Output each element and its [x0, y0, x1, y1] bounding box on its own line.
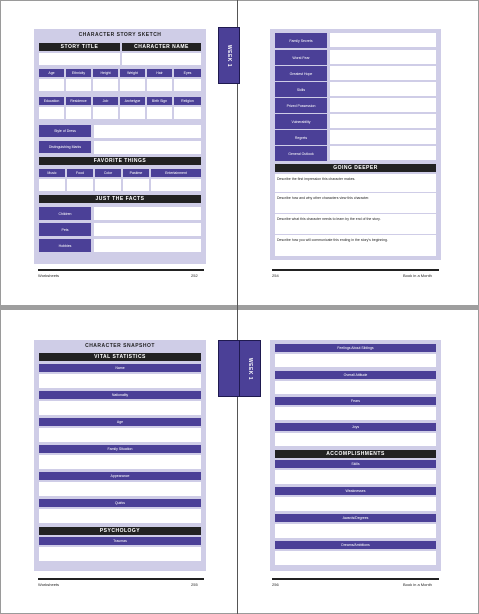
page-number: 252 [191, 273, 198, 278]
footer-section: Worksheets [38, 582, 60, 587]
food-field[interactable] [67, 179, 93, 191]
children-field[interactable] [94, 207, 201, 220]
psychology-header: PSYCHOLOGY [39, 527, 201, 535]
worksheet-panel [34, 340, 206, 571]
vulnerability-field[interactable] [330, 114, 436, 128]
footer-rule [272, 578, 439, 580]
education-field[interactable] [39, 107, 64, 119]
greatest-hope-field[interactable] [330, 66, 436, 80]
label-regrets: Regrets [275, 130, 327, 145]
label-style-of-dress: Style of Dress [39, 125, 91, 137]
week-tab: WEEK 1 [218, 27, 240, 84]
pets-field[interactable] [94, 223, 201, 236]
prompt-first-impression[interactable]: Describe the first impression this character makes. [275, 174, 436, 192]
eyes-field[interactable] [174, 79, 201, 91]
worksheet-panel [270, 29, 441, 260]
label-feelings-about-siblings: Feelings About Siblings [275, 344, 436, 352]
label-family-secrets: Family Secrets [275, 33, 327, 48]
label-pets: Pets [39, 223, 91, 236]
prompt-needs-to-learn[interactable]: Describe what this character needs to learn by the end of the story. [275, 214, 436, 234]
residence-field[interactable] [66, 107, 91, 119]
label-nationality: Nationality [39, 391, 201, 399]
label-worst-fear: Worst Fear [275, 50, 327, 65]
label-vulnerability: Vulnerability [275, 114, 327, 129]
skills-field[interactable] [275, 470, 436, 484]
label-archetype: Archetype [120, 97, 145, 105]
footer-book-title: Book in a Month [403, 582, 432, 587]
label-distinguishing-marks: Distinguishing Marks [39, 141, 91, 153]
worksheet-title: CHARACTER SNAPSHOT [85, 343, 155, 349]
label-dreams-ambitions: Dreams/Ambitions [275, 541, 436, 549]
footer-rule [38, 578, 204, 580]
religion-field[interactable] [174, 107, 201, 119]
vital-statistics-header: VITAL STATISTICS [39, 353, 201, 361]
page-number: 255 [191, 582, 198, 587]
worst-fear-field[interactable] [330, 50, 436, 64]
joys-field[interactable] [275, 433, 436, 446]
pastime-field[interactable] [123, 179, 149, 191]
fears-field[interactable] [275, 407, 436, 420]
page-number: 256 [272, 582, 279, 587]
going-deeper-header: GOING DEEPER [275, 164, 436, 172]
worksheet-panel [270, 340, 441, 571]
label-height: Height [93, 69, 118, 77]
name-field[interactable] [39, 374, 201, 388]
label-birth-sign: Birth Sign [147, 97, 172, 105]
hobbies-field[interactable] [94, 239, 201, 252]
appearance-field[interactable] [39, 482, 201, 496]
favorite-things-header: FAVORITE THINGS [39, 157, 201, 165]
label-hobbies: Hobbies [39, 239, 91, 252]
worksheet-panel [34, 29, 206, 264]
quirks-field[interactable] [39, 509, 201, 523]
footer-rule [38, 269, 204, 271]
skills-field[interactable] [330, 82, 436, 96]
accomplishments-header: ACCOMPLISHMENTS [275, 450, 436, 458]
job-field[interactable] [93, 107, 118, 119]
nationality-field[interactable] [39, 401, 201, 415]
story-title-field[interactable] [39, 53, 120, 65]
label-food: Food [67, 169, 93, 177]
label-prized-possession: Prized Possession [275, 98, 327, 113]
week-tab-edge [218, 340, 240, 397]
footer-book-title: Book in a Month [403, 273, 432, 278]
label-entertainment: Entertainment [151, 169, 201, 177]
label-family-situation: Family Situation [39, 445, 201, 453]
general-outlook-field[interactable] [330, 146, 436, 160]
label-hair: Hair [147, 69, 172, 77]
label-religion: Religion [174, 97, 201, 105]
page-gutter [237, 0, 238, 614]
regrets-field[interactable] [330, 130, 436, 144]
family-situation-field[interactable] [39, 455, 201, 469]
weight-field[interactable] [120, 79, 145, 91]
spread-separator [0, 305, 479, 310]
label-quirks: Quirks [39, 499, 201, 507]
archetype-field[interactable] [120, 107, 145, 119]
label-age: Age [39, 418, 201, 426]
prompt-communicate-ending[interactable]: Describe how you will communicate this ending in the story's beginning. [275, 235, 436, 256]
music-field[interactable] [39, 179, 65, 191]
page-number: 254 [272, 273, 279, 278]
label-residence: Residence [66, 97, 91, 105]
week-tab: WEEK 1 [239, 340, 261, 397]
label-color: Color [95, 169, 121, 177]
label-joys: Joys [275, 423, 436, 431]
label-skills: Skills [275, 460, 436, 468]
just-the-facts-header: JUST THE FACTS [39, 195, 201, 203]
label-skills: Skills [275, 82, 327, 97]
footer-section: Worksheets [38, 273, 60, 278]
label-job: Job [93, 97, 118, 105]
overall-attitude-field[interactable] [275, 381, 436, 394]
character-name-header: CHARACTER NAME [122, 43, 201, 51]
label-ethnicity: Ethnicity [66, 69, 91, 77]
label-greatest-hope: Greatest Hope [275, 66, 327, 81]
label-traumas: Traumas [39, 537, 201, 545]
label-music: Music [39, 169, 65, 177]
character-name-field[interactable] [122, 53, 201, 65]
height-field[interactable] [93, 79, 118, 91]
traumas-field[interactable] [39, 547, 201, 561]
label-fears: Fears [275, 397, 436, 405]
hair-field[interactable] [147, 79, 172, 91]
label-eyes: Eyes [174, 69, 201, 77]
footer-rule [272, 269, 439, 271]
label-general-outlook: General Outlook [275, 146, 327, 161]
weaknesses-field[interactable] [275, 497, 436, 511]
age-field[interactable] [39, 79, 64, 91]
birth-sign-field[interactable] [147, 107, 172, 119]
label-weaknesses: Weaknesses [275, 487, 436, 495]
color-field[interactable] [95, 179, 121, 191]
story-title-header: STORY TITLE [39, 43, 120, 51]
ethnicity-field[interactable] [66, 79, 91, 91]
prompt-others-view[interactable]: Describe how and why other characters view this character. [275, 193, 436, 213]
awards-degrees-field[interactable] [275, 524, 436, 538]
dreams-ambitions-field[interactable] [275, 551, 436, 565]
family-secrets-field[interactable] [330, 33, 436, 47]
prized-possession-field[interactable] [330, 98, 436, 112]
label-awards-degrees: Awards/Degrees [275, 514, 436, 522]
age-field[interactable] [39, 428, 201, 442]
label-overall-attitude: Overall Attitude [275, 371, 436, 379]
worksheet-title: CHARACTER STORY SKETCH [78, 32, 162, 38]
label-name: Name [39, 364, 201, 372]
label-children: Children [39, 207, 91, 220]
label-appearance: Appearance [39, 472, 201, 480]
entertainment-field[interactable] [151, 179, 201, 191]
label-weight: Weight [120, 69, 145, 77]
label-pastime: Pastime [123, 169, 149, 177]
label-education: Education [39, 97, 64, 105]
label-age: Age [39, 69, 64, 77]
feelings-about-siblings-field[interactable] [275, 354, 436, 367]
style-of-dress-field[interactable] [94, 125, 201, 138]
distinguishing-marks-field[interactable] [94, 141, 201, 154]
